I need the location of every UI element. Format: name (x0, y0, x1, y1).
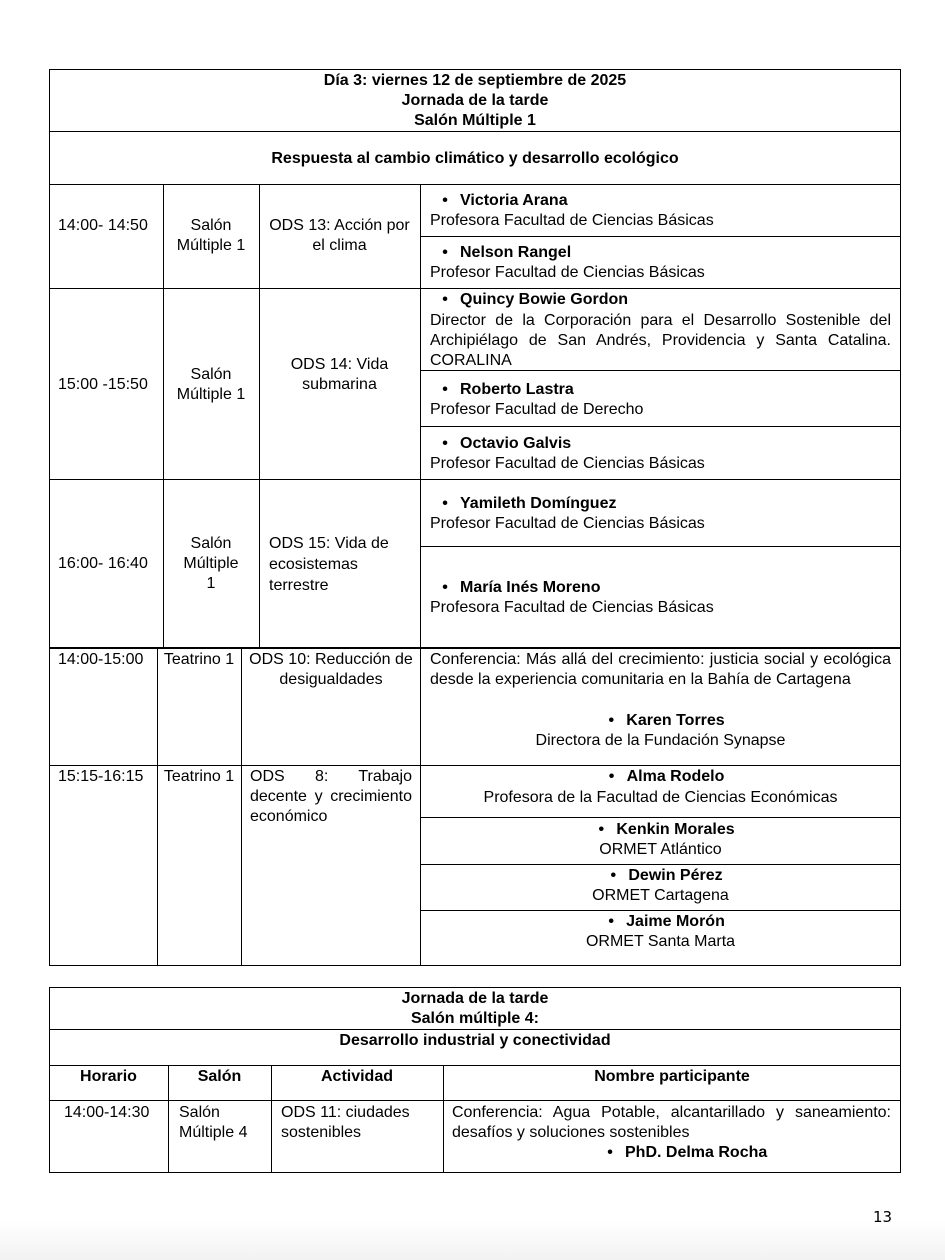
table-theme: Respuesta al cambio climático y desarrollo ecológico (271, 150, 679, 167)
participant-role: Profesora de la Facultad de Ciencias Económicas (483, 789, 838, 806)
participant-item (420, 711, 901, 731)
divider (420, 236, 901, 237)
participant-role: Director de la Corporación para el Desarrollo Sostenible del Archipiélago de San Andrés, Providencia y Santa Catalina. CORALINA (430, 312, 891, 369)
divider (49, 647, 901, 649)
divider (420, 370, 901, 371)
participant-name: • María Inés Moreno (430, 579, 600, 596)
participant-role: Directora de la Fundación Synapse (535, 732, 786, 749)
participant-item (430, 494, 616, 514)
participant-name: • Quincy Bowie Gordon (430, 291, 628, 308)
participant-item (430, 243, 571, 263)
participant-role: Profesor Facultad de Ciencias Básicas (430, 264, 705, 281)
participant-role: Profesor Facultad de Derecho (430, 401, 644, 418)
participant-name: • Alma Rodelo (597, 768, 725, 785)
table-header-room: Salón múltiple 4: (410, 1010, 539, 1027)
participant-role: Profesor Facultad de Ciencias Básicas (430, 455, 705, 472)
divider (420, 817, 901, 818)
table-header-session: Jornada de la tarde (401, 92, 549, 109)
conference-title: Conferencia: Agua Potable, alcantarillado y saneamiento: desafíos y soluciones sostenibles (452, 1104, 891, 1141)
row-activity: ODS 11: ciudades sostenibles (281, 1104, 410, 1141)
divider (49, 131, 901, 132)
participant-name: • Jaime Morón (596, 913, 725, 930)
row-room: Teatrino 1 (163, 651, 235, 668)
page-bottom-shade (0, 1220, 945, 1260)
row-room: Salón Múltiple 1 (183, 535, 239, 592)
table-header-room: Salón Múltiple 1 (414, 112, 536, 129)
divider (420, 546, 901, 547)
divider (49, 1029, 901, 1030)
row-time: 15:00 -15:50 (58, 376, 148, 393)
column-header-participante: Nombre participante (594, 1068, 750, 1085)
participant-role: Profesora Facultad de Ciencias Básicas (430, 212, 714, 229)
participant-item (430, 191, 568, 211)
participant-name: • Victoria Arana (430, 192, 568, 209)
row-activity: ODS 14: Vida submarina (290, 356, 389, 393)
row-room: Salón Múltiple 1 (176, 366, 246, 403)
divider (49, 765, 901, 766)
column-divider (241, 648, 242, 966)
column-divider (259, 184, 260, 648)
participant-name: • Nelson Rangel (430, 244, 571, 261)
divider (49, 1065, 901, 1066)
participant-role: Profesor Facultad de Ciencias Básicas (430, 515, 705, 532)
divider (420, 910, 901, 911)
row-room: Salón Múltiple 1 (176, 217, 246, 254)
divider (49, 479, 901, 480)
row-room: Teatrino 1 (163, 768, 235, 785)
row-time: 16:00- 16:40 (58, 555, 148, 572)
participant-role: ORMET Cartagena (592, 887, 729, 904)
participant-name: • Kenkin Morales (586, 821, 734, 838)
participant-name: • Dewin Pérez (598, 867, 722, 884)
participant-item (430, 380, 574, 400)
row-activity: ODS 15: Vida de ecosistemas terrestre (269, 535, 389, 594)
participant-item (420, 866, 901, 886)
participant-item (420, 767, 901, 787)
conference-title: Conferencia: Más allá del crecimiento: justicia social y ecológica desde la experiencia comunitaria en la Bahía de Cartagena (430, 651, 891, 688)
divider (420, 426, 901, 427)
participant-item (430, 434, 571, 454)
participant-item (430, 290, 628, 310)
divider (49, 1100, 901, 1101)
column-header-salon: Salón (197, 1068, 242, 1085)
table-theme: Desarrollo industrial y conectividad (339, 1032, 611, 1049)
divider (420, 864, 901, 865)
participant-name: • Karen Torres (596, 712, 724, 729)
participant-name: • PhD. Delma Rocha (595, 1144, 767, 1161)
row-room: Salón Múltiple 4 (179, 1104, 248, 1141)
participant-name: • Roberto Lastra (430, 381, 574, 398)
row-time: 15:15-16:15 (58, 768, 144, 785)
participant-item (420, 820, 901, 840)
participant-role: ORMET Atlántico (599, 841, 722, 858)
row-time: 14:00-14:30 (64, 1104, 150, 1121)
participant-name: • Yamileth Domínguez (430, 495, 616, 512)
table-header-day: Día 3: viernes 12 de septiembre de 2025 (323, 72, 627, 89)
column-header-horario: Horario (80, 1068, 137, 1085)
row-time: 14:00-15:00 (58, 651, 144, 668)
participant-role: ORMET Santa Marta (585, 933, 736, 950)
row-activity: ODS 13: Acción por el clima (269, 217, 410, 254)
row-time: 14:00- 14:50 (58, 217, 148, 234)
column-header-actividad: Actividad (320, 1068, 393, 1085)
table-header-session: Jornada de la tarde (401, 990, 549, 1007)
participant-item (430, 578, 600, 598)
participant-item (595, 1143, 767, 1163)
row-activity: ODS 10: Reducción de desigualdades (249, 651, 413, 688)
participant-name: • Octavio Galvis (430, 435, 571, 452)
row-activity: ODS 8: Trabajo decente y crecimiento económico (250, 768, 412, 825)
participant-item (420, 912, 901, 932)
participant-role: Profesora Facultad de Ciencias Básicas (430, 599, 714, 616)
page-number: 13 (873, 1208, 893, 1226)
divider (49, 184, 901, 185)
divider (49, 288, 901, 289)
column-divider (157, 648, 158, 966)
